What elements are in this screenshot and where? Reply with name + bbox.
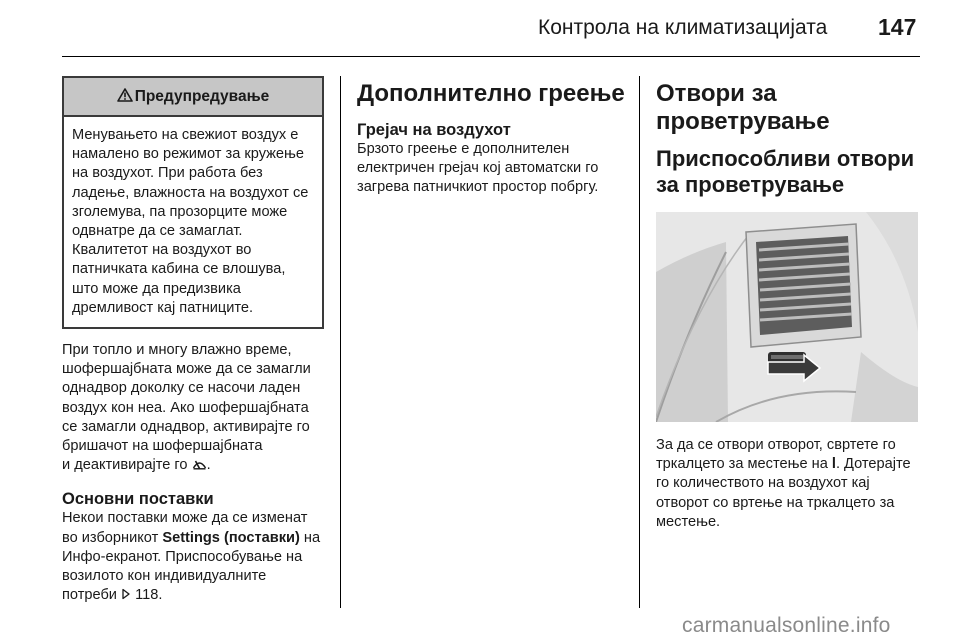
air-vent-figure: [656, 212, 918, 422]
paragraph-vents-text: За да се отвори отворот, свртете го тркалцето за местење на: [656, 437, 896, 473]
warning-triangle-icon: [117, 88, 133, 102]
watermark: carmanualsonline.info: [682, 614, 891, 637]
paragraph-air-heater: Брзото греење е дополнителен електричен грејач кој автоматски го загрева патничкиот простор побргу.: [357, 141, 599, 196]
paragraph-vents: [656, 436, 922, 532]
column-middle: [357, 80, 627, 198]
menu-settings-label: Settings (поставки): [162, 529, 300, 546]
paragraph-settings-end: на Инфо-екранот. Приспособување на возилото кон индивидуалните потреби: [62, 529, 321, 604]
page-reference: 118.: [135, 587, 163, 604]
column-divider: [340, 76, 341, 608]
open-position-mark: l: [831, 456, 836, 473]
reference-arrow-icon: [121, 588, 131, 600]
paragraph-fog: При топло и многу влажно време, шофершајбната може да се замагли однадвор доколку се насочи ладен воздух кон неа. Ако шофершајбната се замагли однадвор, активирајте го бришачот на шофершајбната и деактивирајте го .: [62, 342, 311, 474]
paragraph-fog-end: и деактивирајте го: [62, 457, 188, 474]
column-left: [62, 76, 324, 605]
warning-box: [62, 76, 324, 329]
column-right: [656, 80, 922, 532]
paragraph-settings: [62, 509, 324, 605]
heading-additional-heating: Дополнително греење: [357, 80, 625, 107]
paragraph-settings-text: Некои поставки може да се изменат во изборникот: [62, 510, 308, 546]
header-rule: [62, 56, 920, 57]
page-number: 147: [878, 14, 917, 40]
vent-illustration: [656, 212, 918, 422]
heading-basic-settings: Основни поставки: [62, 490, 214, 509]
wiper-icon: [192, 457, 207, 470]
paragraph-fog-text: При топло и многу влажно време, шофершајбната може да се замагли однадвор доколку се насочи ладен воздух кон неа. Ако шофершајбната се замагли однадвор, активирајте го бришачот на шофершајбната: [62, 342, 311, 455]
heading-air-vents: Отвори за проветрување: [656, 80, 830, 135]
subheading-air-heater: Грејач на воздухот: [357, 121, 511, 139]
warning-header: [64, 78, 322, 117]
warning-title: Предупредување: [134, 88, 270, 105]
warning-text: Менувањето на свежиот воздух е намалено во режимот за кружење на воздухот. При работа без ладење, влажноста на воздухот се зголемува, па прозорците може одвнатре да се замаглат. Квалитетот на воздухот во патничката кабина се влошува, што може да предизвика дремливост кај патниците.: [72, 127, 309, 316]
paragraph-vents-end: . Дотерајте го количеството на воздухот кај отворот со вртење на тркалцето за местење.: [656, 456, 911, 530]
column-divider: [639, 76, 640, 608]
page-header-title: Контрола на климатизацијата: [538, 16, 828, 39]
subheading-adjustable-vents: Приспособливи отвори за проветрување: [656, 146, 915, 197]
